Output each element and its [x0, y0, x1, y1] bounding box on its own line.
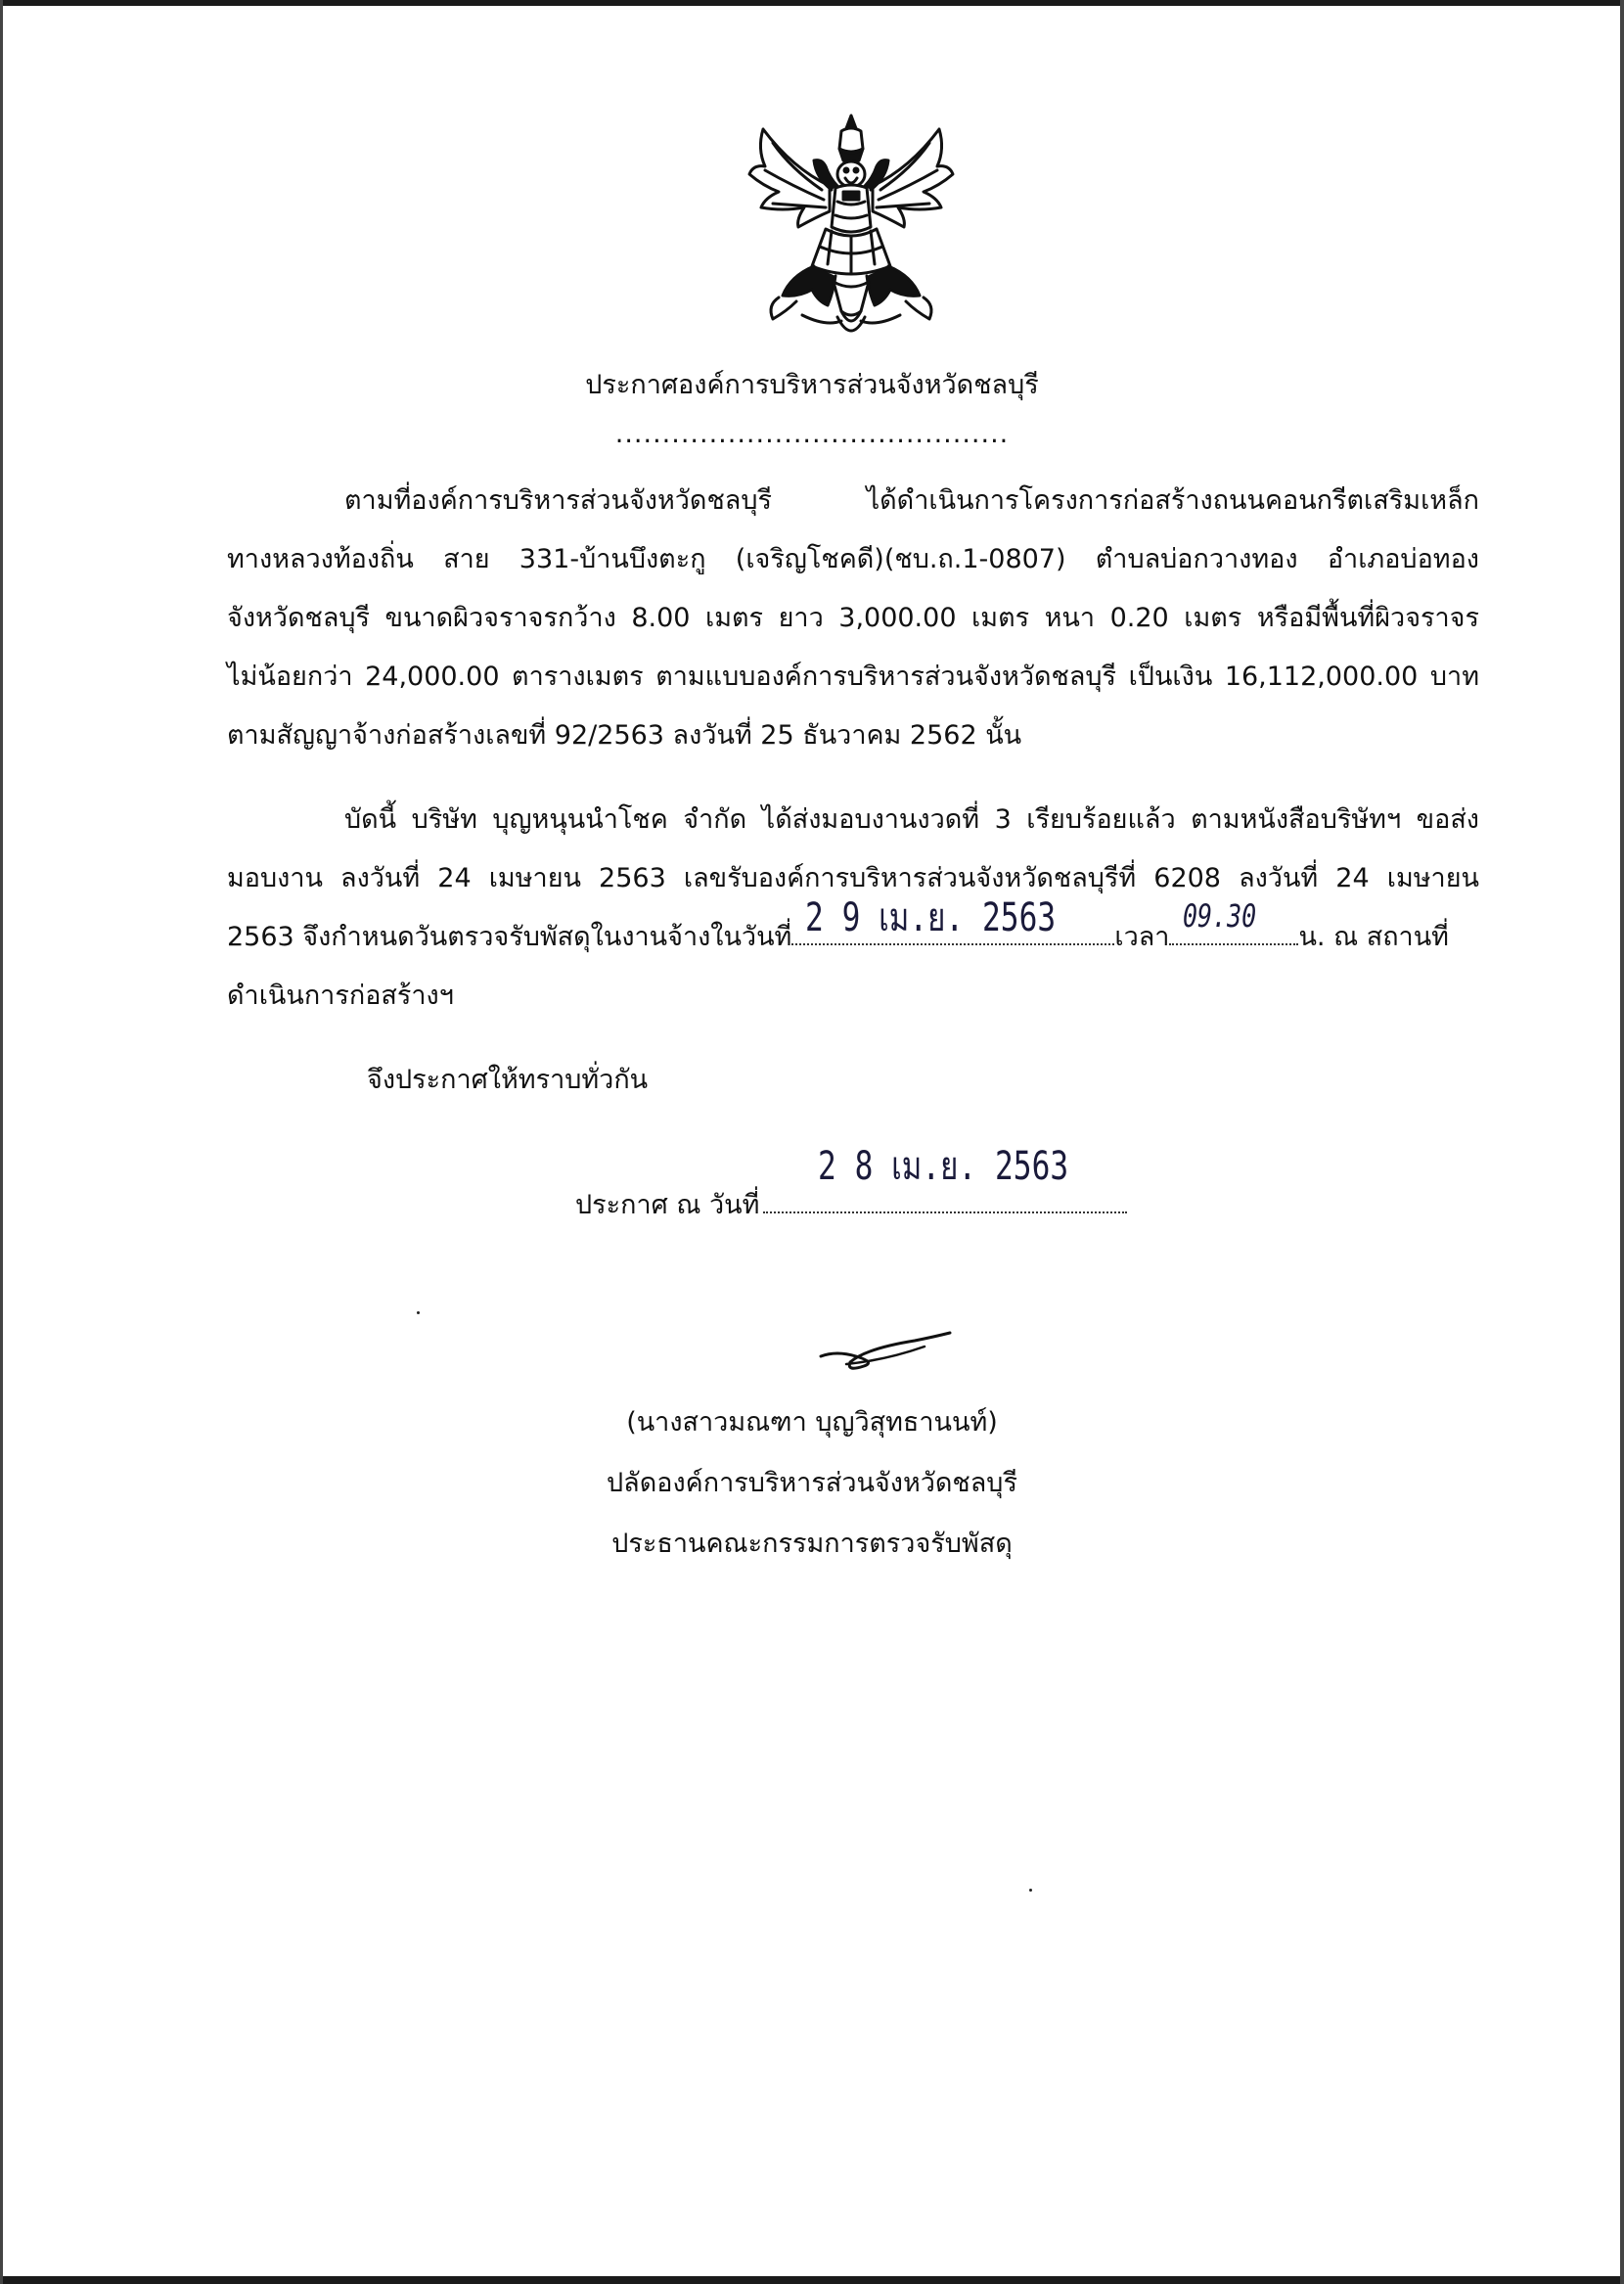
signatory-name: (นางสาวมณฑา บุญวิสุทธานนท์): [626, 1407, 998, 1438]
scan-edge-bottom: [0, 2276, 1624, 2284]
announcement-date-label: ประกาศ ณ วันที่: [575, 1190, 760, 1220]
title-separator: ..........................................: [614, 419, 1010, 449]
inspection-time-label: เวลา: [1114, 922, 1170, 952]
paragraph2-line4: ดำเนินการก่อสร้างฯ: [227, 981, 454, 1011]
closing-statement: จึงประกาศให้ทราบทั่วกัน: [367, 1065, 649, 1095]
paragraph2-line2: มอบงาน ลงวันที่ 24 เมษายน 2563 เลขรับองค์การบริหารส่วนจังหวัดชลบุรีที่ 6208 ลงวันที่ 24 เมษายน: [227, 863, 1479, 893]
paragraph-inspection-schedule: [227, 791, 1479, 1026]
paragraph1-line3: จังหวัดชลบุรี ขนาดผิวจราจรกว้าง 8.00 เมตร ยาว 3,000.00 เมตร หนา 0.20 เมตร หรือมีพื้นที่ผิวจราจร: [227, 603, 1479, 633]
scan-speck: [1029, 1889, 1032, 1892]
announcement-date-field: [763, 1192, 1127, 1213]
scan-edge-left: [0, 0, 3, 2284]
handwritten-signature: [817, 1327, 954, 1376]
garuda-emblem-icon: [744, 110, 959, 348]
document-title: ประกาศองค์การบริหารส่วนจังหวัดชลบุรี: [585, 370, 1039, 400]
inspection-time-field: [1169, 897, 1298, 945]
paragraph1-line4: ไม่น้อยกว่า 24,000.00 ตารางเมตร ตามแบบองค์การบริหารส่วนจังหวัดชลบุรี เป็นเงิน 16,112,000.00 บาท: [227, 662, 1479, 692]
announcement-date-line: [575, 1184, 1127, 1227]
handwritten-inspection-date: 2 9 เม.ย. 2563: [805, 895, 1057, 940]
paragraph-project-details: [227, 472, 1479, 765]
paragraph1-line1: ตามที่องค์การบริหารส่วนจังหวัดชลบุรี ได้ดำเนินการโครงการก่อสร้างถนนคอนกรีตเสริมเหล็ก: [344, 485, 1479, 516]
scan-edge-top: [0, 0, 1624, 6]
handwritten-inspection-time: 09.30: [1183, 897, 1257, 935]
inspection-date-label: 2563 จึงกำหนดวันตรวจรับพัสดุในงานจ้างในวันที่: [227, 922, 792, 952]
scan-speck: [417, 1311, 420, 1314]
paragraph2-line1: บัดนี้ บริษัท บุญหนุนนำโชค จำกัด ได้ส่งมอบงานงวดที่ 3 เรียบร้อยแล้ว ตามหนังสือบริษัทฯ ขอส่ง: [344, 804, 1479, 835]
scan-edge-right: [1620, 0, 1624, 2284]
inspection-location-label: น. ณ สถานที่: [1298, 922, 1449, 952]
signatory-committee-role: ประธานคณะกรรมการตรวจรับพัสดุ: [611, 1529, 1013, 1559]
paragraph2-line3: [227, 895, 1479, 967]
inspection-date-field: [791, 895, 1114, 945]
handwritten-announcement-date: 2 8 เม.ย. 2563: [818, 1144, 1069, 1189]
paragraph1-line2: ทางหลวงท้องถิ่น สาย 331-บ้านบึงตะกู (เจริญโชคดี)(ชบ.ถ.1-0807) ตำบลบ่อกวางทอง อำเภอบ่อทอง: [227, 544, 1479, 574]
paragraph1-line5: ตามสัญญาจ้างก่อสร้างเลขที่ 92/2563 ลงวันที่ 25 ธันวาคม 2562 นั้น: [227, 720, 1022, 751]
signatory-position: ปลัดองค์การบริหารส่วนจังหวัดชลบุรี: [607, 1468, 1017, 1498]
